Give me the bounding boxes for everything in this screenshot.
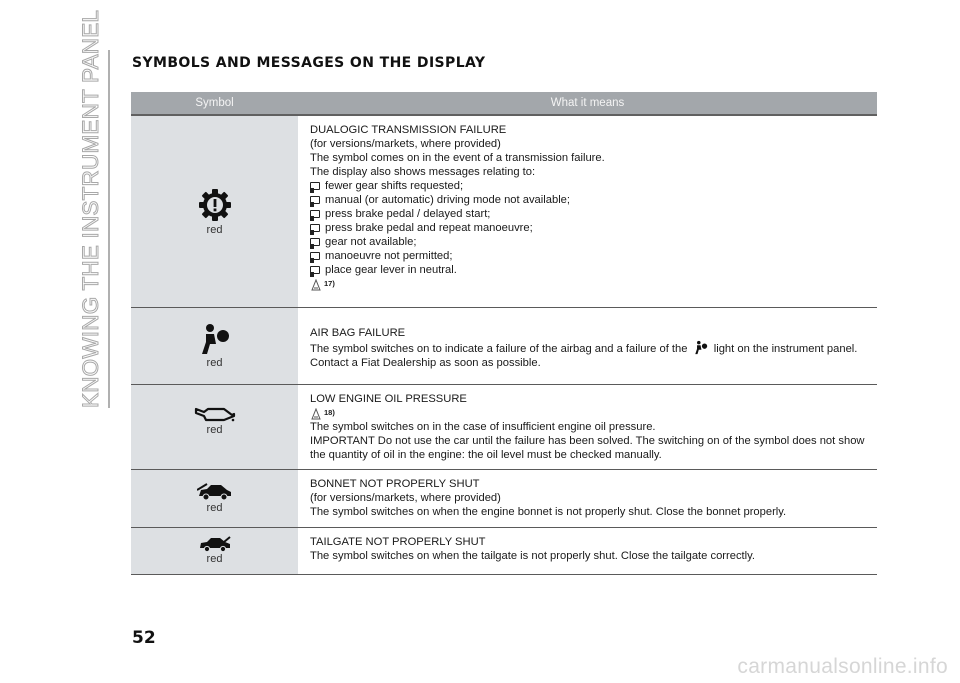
table-row (131, 116, 877, 308)
warning-hand-icon (310, 279, 322, 291)
side-divider (108, 50, 110, 408)
table-row (131, 528, 877, 575)
meaning-cell (298, 470, 877, 527)
watermark: carmanualsonline.info (737, 655, 948, 678)
message-heading: BONNET NOT PROPERLY SHUT (310, 477, 480, 490)
warning-reference-number: 18) (324, 407, 335, 417)
message-heading: DUALOGIC TRANSMISSION FAILURE (310, 123, 507, 136)
warning-hand-icon (310, 408, 322, 420)
symbols-table (131, 92, 877, 575)
message-heading: TAILGATE NOT PROPERLY SHUT (310, 535, 486, 548)
bullet-icon (310, 266, 320, 274)
section-side-label: KNOWING THE INSTRUMENT PANEL (78, 9, 103, 408)
oil-can-icon (194, 405, 236, 423)
bullet-icon (310, 252, 320, 260)
list-item (310, 263, 867, 277)
warning-reference (310, 406, 867, 420)
airbag-inline-icon (693, 340, 709, 355)
message-line: The symbol switches on when the tailgate is not properly shut. Close the tailgate correctly. (310, 549, 756, 562)
page-number: 52 (132, 628, 156, 648)
meaning-cell (298, 385, 877, 469)
message-line: (for versions/markets, where provided) (310, 491, 501, 504)
list-item (310, 207, 867, 221)
symbol-cell (131, 308, 298, 384)
gear-warning-icon (197, 187, 233, 223)
page-title: SYMBOLS AND MESSAGES ON THE DISPLAY (132, 55, 486, 71)
message-line: The symbol switches on when the engine bonnet is not properly shut. Close the bonnet properly. (310, 505, 787, 518)
meaning-cell (298, 116, 877, 307)
list-item-text: place gear lever in neutral. (325, 263, 457, 276)
airbag-icon (197, 322, 233, 356)
message-heading: AIR BAG FAILURE (310, 326, 406, 339)
bullet-icon (310, 238, 320, 246)
message-text: light on the instrument panel. Contact a Fiat Dealership as soon as possible. (310, 342, 858, 369)
message-line: The symbol comes on in the event of a transmission failure. (310, 151, 605, 164)
list-item (310, 249, 867, 263)
bonnet-open-icon (197, 483, 233, 501)
message-line (310, 340, 867, 370)
message-line: (for versions/markets, where provided) (310, 137, 501, 150)
table-row (131, 385, 877, 470)
symbol-cell (131, 470, 298, 527)
symbol-cell (131, 528, 298, 574)
bullet-icon (310, 210, 320, 218)
symbol-color-label: red (206, 553, 223, 565)
table-row (131, 470, 877, 528)
list-item (310, 179, 867, 193)
table-row (131, 308, 877, 385)
message-heading: LOW ENGINE OIL PRESSURE (310, 392, 467, 405)
column-header-symbol: Symbol (195, 97, 234, 109)
tailgate-open-icon (198, 536, 232, 552)
bullet-icon (310, 182, 320, 190)
list-item (310, 221, 867, 235)
list-item (310, 235, 867, 249)
message-text: The symbol switches on to indicate a failure of the airbag and a failure of the (310, 342, 688, 355)
meaning-cell (298, 528, 877, 574)
list-item (310, 193, 867, 207)
list-item-text: fewer gear shifts requested; (325, 179, 464, 192)
warning-reference-number: 17) (324, 278, 335, 288)
symbol-color-label: red (206, 501, 223, 514)
list-item-text: press brake pedal / delayed start; (325, 207, 491, 220)
table-header (131, 92, 877, 114)
message-line: IMPORTANT Do not use the car until the failure has been solved. The switching on of the symbol does not show the quantity of oil in the engine: the oil level must be checked manually. (310, 434, 865, 461)
list-item-text: gear not available; (325, 235, 417, 248)
symbol-color-label: red (206, 357, 223, 369)
symbol-color-label: red (206, 423, 223, 436)
list-item-text: press brake pedal and repeat manoeuvre; (325, 221, 533, 234)
list-item-text: manual (or automatic) driving mode not available; (325, 193, 571, 206)
column-header-meaning: What it means (550, 97, 625, 109)
list-item-text: manoeuvre not permitted; (325, 249, 453, 262)
bullet-icon (310, 196, 320, 204)
symbol-cell (131, 385, 298, 469)
symbol-cell (131, 116, 298, 307)
warning-reference (310, 277, 867, 291)
symbol-color-label: red (206, 223, 223, 236)
bullet-icon (310, 224, 320, 232)
meaning-cell (298, 308, 877, 384)
message-line: The display also shows messages relating to: (310, 165, 536, 178)
message-line: The symbol switches on in the case of insufficient engine oil pressure. (310, 420, 656, 433)
